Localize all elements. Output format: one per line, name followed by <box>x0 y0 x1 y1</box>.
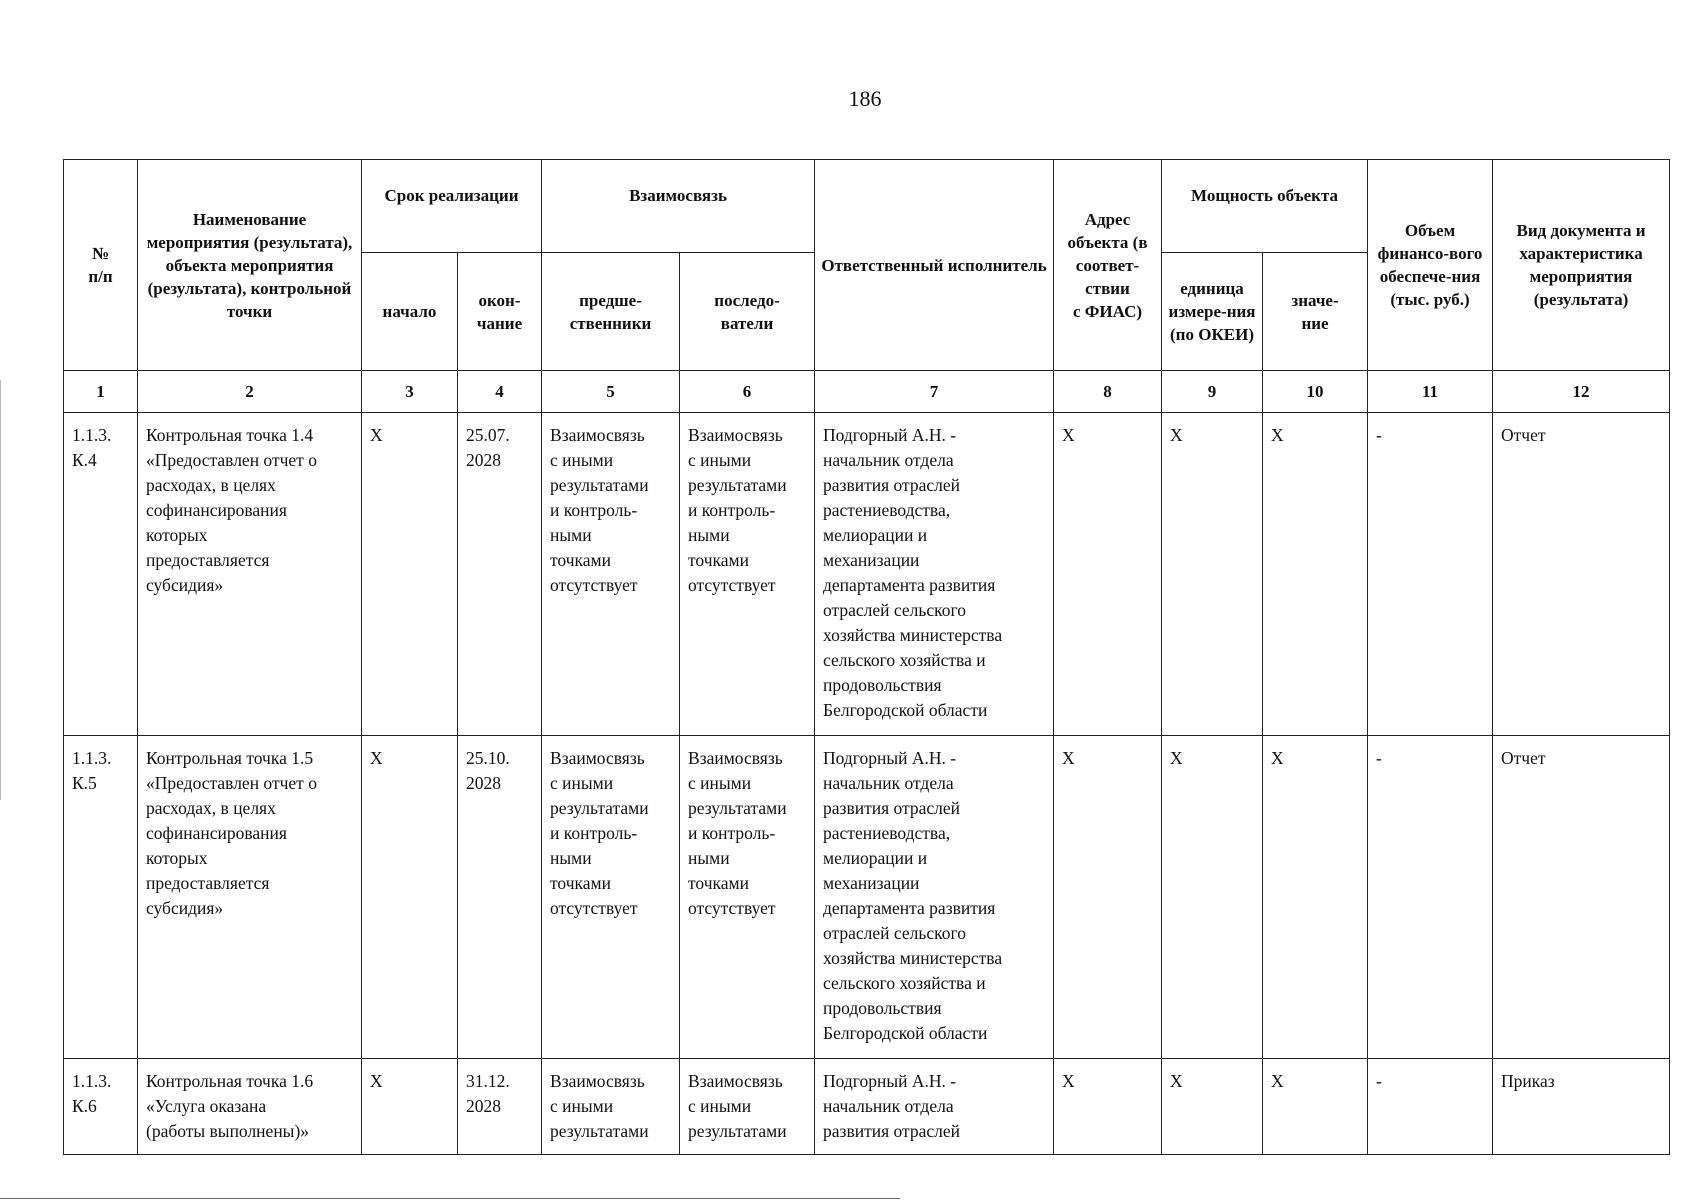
header-value: значе- ние <box>1263 253 1368 371</box>
header-document: Вид документа и характеристика мероприятия (результата) <box>1493 160 1670 371</box>
row-address: X <box>1054 413 1162 736</box>
row-value: X <box>1263 413 1368 736</box>
row-document: Отчет <box>1493 736 1670 1059</box>
header-group-moshn: Мощность объекта <box>1162 160 1368 253</box>
row-unit: X <box>1162 1059 1263 1155</box>
row-document: Отчет <box>1493 413 1670 736</box>
page-number: 186 <box>848 86 882 111</box>
row-successors: Взаимосвязь с иными результатами и контроль- ными точками отсутствует <box>680 736 815 1059</box>
header-predecessors: предше- ственники <box>542 253 680 371</box>
row-predecessors: Взаимосвязь с иными результатами <box>542 1059 680 1155</box>
row-address: X <box>1054 1059 1162 1155</box>
row-value: X <box>1263 1059 1368 1155</box>
row-name: Контрольная точка 1.6 «Услуга оказана (работы выполнены)» <box>138 1059 362 1155</box>
header-end: окон- чание <box>458 253 542 371</box>
row-start: X <box>362 1059 458 1155</box>
column-number: 2 <box>138 371 362 413</box>
row-start: X <box>362 736 458 1059</box>
table-header <box>64 160 1670 413</box>
row-name: Контрольная точка 1.4 «Предоставлен отчет о расходах, в целях софинансирования которых предоставляется субсидия» <box>138 413 362 736</box>
row-predecessors: Взаимосвязь с иными результатами и контроль- ными точками отсутствует <box>542 413 680 736</box>
row-start: X <box>362 413 458 736</box>
table-row <box>64 736 1670 1059</box>
row-value: X <box>1263 736 1368 1059</box>
row-address: X <box>1054 736 1162 1059</box>
header-number: № п/п <box>64 160 138 371</box>
table-row <box>64 1059 1670 1155</box>
header-responsible: Ответственный исполнитель <box>815 160 1054 371</box>
scan-bottom-edge-line <box>0 1198 900 1199</box>
column-number: 7 <box>815 371 1054 413</box>
column-number: 6 <box>680 371 815 413</box>
column-numbers-row <box>64 371 1670 413</box>
header-group-srok: Срок реализации <box>362 160 542 253</box>
row-end: 25.07. 2028 <box>458 413 542 736</box>
row-financing: - <box>1368 1059 1493 1155</box>
column-number: 9 <box>1162 371 1263 413</box>
row-financing: - <box>1368 736 1493 1059</box>
row-responsible: Подгорный А.Н. - начальник отдела развития отраслей растениеводства, мелиорации и механизации департамента развития отраслей сельского хозяйства министерства сельского хозяйства и продовольствия Белгородской области <box>815 413 1054 736</box>
column-number: 12 <box>1493 371 1670 413</box>
column-number: 3 <box>362 371 458 413</box>
row-financing: - <box>1368 413 1493 736</box>
row-responsible: Подгорный А.Н. - начальник отдела развития отраслей <box>815 1059 1054 1155</box>
column-number: 11 <box>1368 371 1493 413</box>
header-financing: Объем финансо-вого обеспече-ния (тыс. руб.) <box>1368 160 1493 371</box>
row-successors: Взаимосвязь с иными результатами <box>680 1059 815 1155</box>
plan-table <box>63 159 1670 1155</box>
header-address: Адрес объекта (в соответ-ствии с ФИАС) <box>1054 160 1162 371</box>
table-body <box>64 413 1670 1155</box>
header-group-vzaim: Взаимосвязь <box>542 160 815 253</box>
header-successors: последо- ватели <box>680 253 815 371</box>
row-unit: X <box>1162 736 1263 1059</box>
row-end: 31.12. 2028 <box>458 1059 542 1155</box>
column-number: 4 <box>458 371 542 413</box>
row-number: 1.1.3. К.5 <box>64 736 138 1059</box>
column-number: 5 <box>542 371 680 413</box>
column-number: 10 <box>1263 371 1368 413</box>
row-name: Контрольная точка 1.5 «Предоставлен отчет о расходах, в целях софинансирования которых предоставляется субсидия» <box>138 736 362 1059</box>
row-unit: X <box>1162 413 1263 736</box>
scan-left-edge-line <box>0 380 1 800</box>
header-name: Наименование мероприятия (результата), объекта мероприятия (результата), контрольной точки <box>138 160 362 371</box>
row-number: 1.1.3. К.4 <box>64 413 138 736</box>
column-number: 1 <box>64 371 138 413</box>
header-start: начало <box>362 253 458 371</box>
table-row <box>64 413 1670 736</box>
header-unit: единица измере-ния (по ОКЕИ) <box>1162 253 1263 371</box>
row-responsible: Подгорный А.Н. - начальник отдела развития отраслей растениеводства, мелиорации и механизации департамента развития отраслей сельского хозяйства министерства сельского хозяйства и продовольствия Белгородской области <box>815 736 1054 1059</box>
row-end: 25.10. 2028 <box>458 736 542 1059</box>
row-predecessors: Взаимосвязь с иными результатами и контроль- ными точками отсутствует <box>542 736 680 1059</box>
column-number: 8 <box>1054 371 1162 413</box>
row-number: 1.1.3. К.6 <box>64 1059 138 1155</box>
row-document: Приказ <box>1493 1059 1670 1155</box>
row-successors: Взаимосвязь с иными результатами и контроль- ными точками отсутствует <box>680 413 815 736</box>
